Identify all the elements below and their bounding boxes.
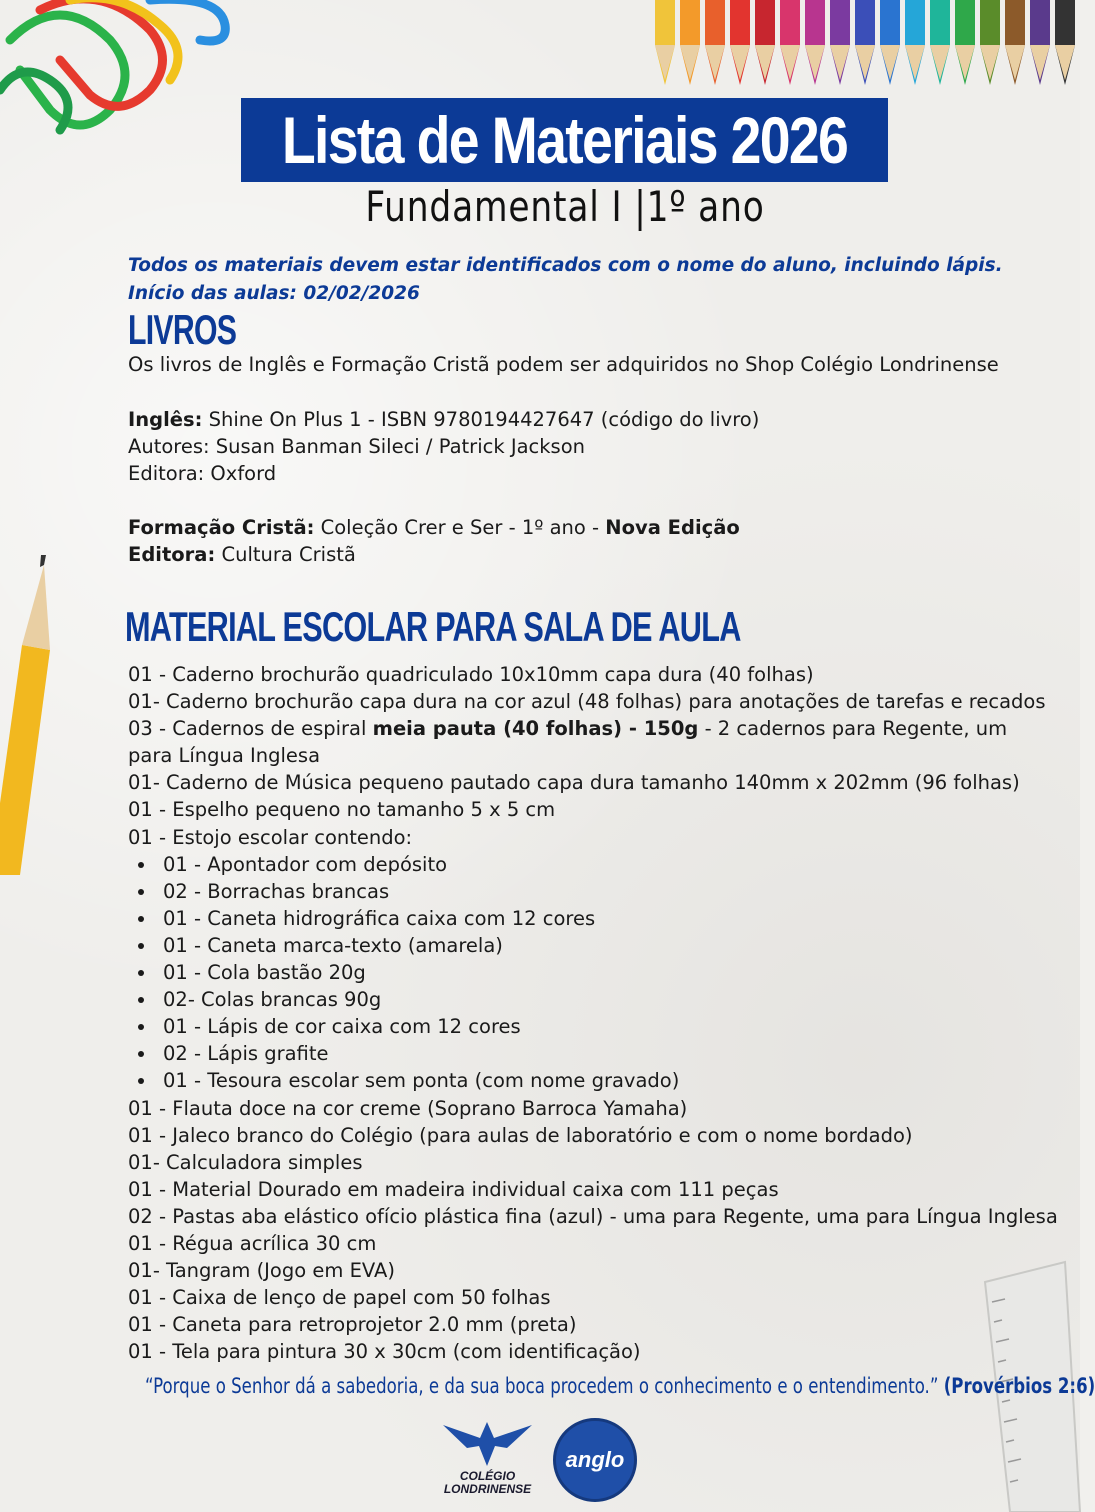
list-item: 01- Tangram (Jogo em EVA) <box>128 1259 395 1283</box>
estojo-item: 02- Colas brancas 90g <box>128 986 1028 1013</box>
list-item: 01 - Caderno brochurão quadriculado 10x10mm capa dura (40 folhas) <box>128 663 814 686</box>
bible-quote <box>145 1374 1095 1398</box>
fc-edition: Nova Edição <box>605 516 740 539</box>
title-banner <box>241 98 888 182</box>
anglo-logo <box>553 1418 637 1502</box>
colegio-line2: LONDRINENSE <box>443 1482 532 1496</box>
page-title: Lista de Materiais 2026 <box>281 103 848 177</box>
list-item: 01- Caderno brochurão capa dura na cor azul (48 folhas) para anotações de tarefas e recados <box>128 690 1046 714</box>
material-list <box>128 661 1058 1365</box>
list-item: 02 - Pastas aba elástico ofício plástica fina (azul) - uma para Regente, uma para Língua Inglesa <box>128 1204 1058 1228</box>
list-item: 01 - Régua acrílica 30 cm <box>128 1231 377 1255</box>
fc-label: Formação Cristã: <box>128 516 315 539</box>
book-ingles <box>128 406 759 487</box>
list-item: 01 - Espelho pequeno no tamanho 5 x 5 cm <box>128 798 556 822</box>
book-formacao-crista <box>128 514 740 568</box>
notice-identification: Todos os materiais devem estar identificados com o nome do aluno, incluindo lápis. <box>128 255 1003 276</box>
page-subtitle: Fundamental I |1º ano <box>365 182 765 231</box>
ingles-authors: Autores: Susan Banman Sileci / Patrick Jackson <box>128 435 585 458</box>
estojo-item: 01 - Cola bastão 20g <box>128 959 1028 986</box>
fc-publisher-label: Editora: <box>128 543 216 566</box>
list-item-espiral <box>128 715 1028 769</box>
livros-intro: Os livros de Inglês e Formação Cristã podem ser adquiridos no Shop Colégio Londrinense <box>128 353 999 376</box>
ingles-publisher: Editora: Oxford <box>128 462 277 485</box>
notice-start-date: Início das aulas: 02/02/2026 <box>128 283 420 304</box>
colored-pencils-decoration <box>650 0 1080 95</box>
section-heading-material: MATERIAL ESCOLAR PARA SALA DE AULA <box>125 603 741 650</box>
estojo-item: 01 - Lápis de cor caixa com 12 cores <box>128 1013 1028 1040</box>
eagle-icon <box>435 1420 540 1470</box>
colegio-line1: COLÉGIO <box>459 1469 516 1483</box>
espiral-pre: 03 - Cadernos de espiral <box>128 717 373 741</box>
ingles-label: Inglês: <box>128 408 203 431</box>
estojo-item: 01 - Caneta hidrográfica caixa com 12 cores <box>128 905 1028 932</box>
list-item: 01 - Caneta para retroprojetor 2.0 mm (preta) <box>128 1313 577 1337</box>
list-item: 01- Calculadora simples <box>128 1150 363 1174</box>
espiral-bold: meia pauta (40 folhas) - 150g <box>372 717 699 741</box>
ingles-title: Shine On Plus 1 - ISBN 9780194427647 (código do livro) <box>202 408 760 431</box>
estojo-item: 01 - Apontador com depósito <box>128 851 1028 878</box>
section-heading-livros: LIVROS <box>128 306 237 353</box>
list-item: 01 - Flauta doce na cor creme (Soprano Barroca Yamaha) <box>128 1096 688 1120</box>
list-item: 01 - Tela para pintura 30 x 30cm (com identificação) <box>128 1340 641 1364</box>
estojo-item: 01 - Caneta marca-texto (amarela) <box>128 932 1028 959</box>
paper-clips-decoration <box>0 0 240 150</box>
anglo-wordmark: anglo <box>565 1447 625 1472</box>
estojo-item: 02 - Borrachas brancas <box>128 878 1028 905</box>
quote-text: “Porque o Senhor dá a sabedoria, e da sua boca procedem o conhecimento e o entendimento.” <box>145 1374 939 1398</box>
estojo-item: 01 - Tesoura escolar sem ponta (com nome gravado) <box>128 1067 1028 1094</box>
colegio-londrinense-logo <box>435 1420 540 1500</box>
list-item: 01- Caderno de Música pequeno pautado capa dura tamanho 140mm x 202mm (96 folhas) <box>128 771 1020 795</box>
fc-title: Coleção Crer e Ser - 1º ano - <box>314 516 606 539</box>
list-item: 01 - Jaleco branco do Colégio (para aulas de laboratório e com o nome bordado) <box>128 1123 913 1147</box>
notice <box>128 252 1003 308</box>
espiral-post: - 2 cadernos para Regente, um para Língua Inglesa <box>128 717 1008 768</box>
list-item: 01 - Caixa de lenço de papel com 50 folhas <box>128 1286 551 1310</box>
quote-reference: (Provérbios 2:6) <box>943 1374 1095 1398</box>
yellow-pencil-decoration <box>0 555 60 875</box>
list-item: 01 - Material Dourado em madeira individual caixa com 111 peças <box>128 1177 779 1201</box>
fc-publisher: Cultura Cristã <box>215 543 356 566</box>
list-item: 01 - Estojo escolar contendo: <box>128 825 413 849</box>
estojo-item: 02 - Lápis grafite <box>128 1040 1028 1067</box>
